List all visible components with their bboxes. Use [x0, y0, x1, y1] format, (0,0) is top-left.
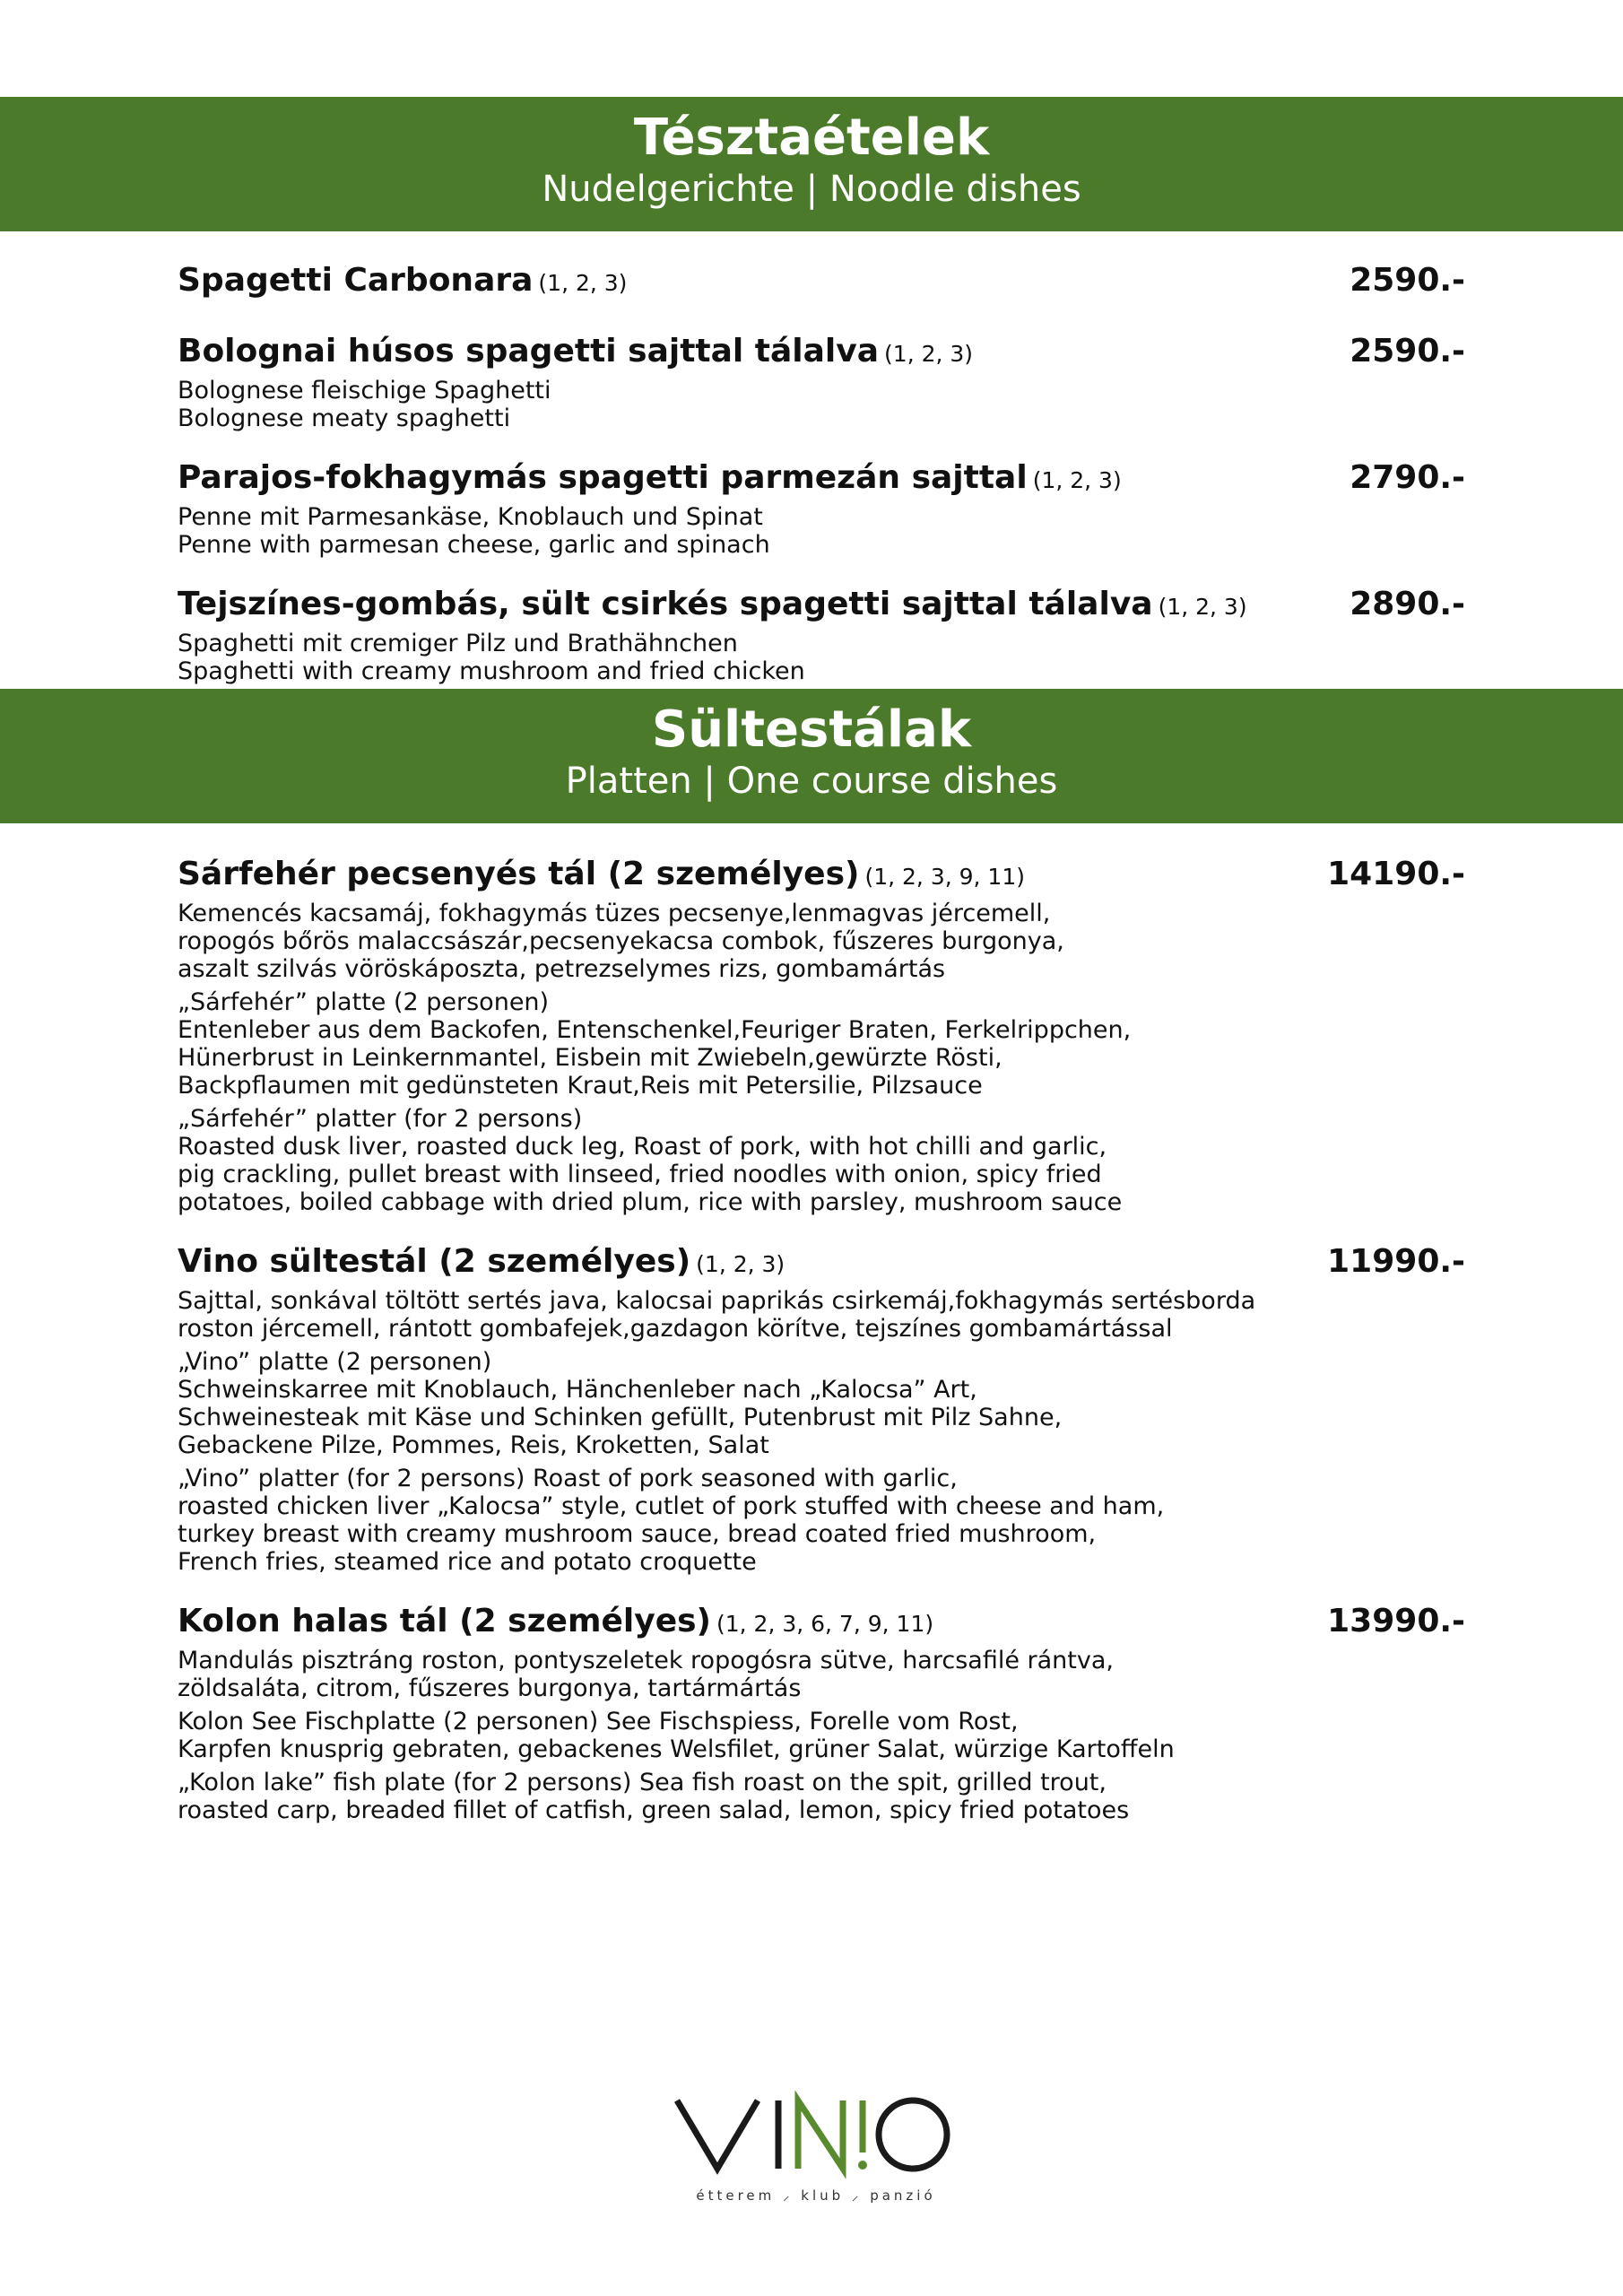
menu-item-title	[178, 1599, 933, 1647]
dish-description: „Kolon lake” fish plate (for 2 persons) Sea fish roast on the spit, grilled trout, roasted carp, breaded fillet of catfish, green salad, lemon, spicy fried potatoes	[178, 1769, 1130, 1824]
dish-name: Sárfehér pecsenyés tál (2 személyes)	[178, 856, 860, 892]
dish-name: Spagetti Carbonara	[178, 262, 534, 299]
menu-item-header	[178, 329, 1465, 377]
dish-description: Kemencés kacsamáj, fokhagymás tüzes pecsenye,lenmagvas jércemell, ropogós bőrös malaccsászár,pecsenyekacsa combok, fűszeres burgonya, aszalt szilvás vöröskáposzta, petrezselymes rizs, gombamártás	[178, 900, 1064, 983]
menu-item	[178, 329, 1465, 432]
dish-price: 2790.-	[1350, 459, 1465, 496]
menu-item-header	[178, 258, 1465, 306]
menu-item	[178, 456, 1465, 559]
dish-name: Bolognai húsos spagetti sajttal tálalva	[178, 333, 880, 370]
allergen-codes: (1, 2, 3)	[696, 1251, 785, 1277]
logo-tagline: étterem ⸝ klub ⸝ panzió	[696, 2187, 936, 2204]
dish-description: Kolon See Fischplatte (2 personen) See Fischspiess, Forelle vom Rost, Karpfen knusprig gebraten, gebackenes Welsfilet, grüner Salat, würzige Kartoffeln	[178, 1708, 1175, 1763]
menu-item	[178, 582, 1465, 685]
menu-item	[178, 258, 1465, 306]
dish-description: „Sárfehér” platter (for 2 persons) Roasted dusk liver, roasted duck leg, Roast of pork, with hot chilli and garlic, pig crackling, pullet breast with linseed, fried noodles with onion, spicy fried potatoes, boiled cabbage with dried plum, rice with parsley, mushroom sauce	[178, 1105, 1123, 1216]
menu-item-title	[178, 456, 1122, 503]
section-header-noodles	[0, 97, 1623, 231]
allergen-codes: (1, 2, 3)	[1032, 467, 1122, 493]
menu-item-header	[178, 1239, 1465, 1287]
menu-item-title	[178, 329, 973, 377]
dish-price: 2590.-	[1350, 262, 1465, 299]
dish-price: 11990.-	[1327, 1243, 1465, 1280]
dish-description: „Vino” platte (2 personen) Schweinskarree mit Knoblauch, Hänchenleber nach „Kalocsa” Art, Schweinesteak mit Käse und Schinken gefüllt, Putenbrust mit Pilz Sahne, Gebackene Pilze, Pommes, Reis, Kroketten, Salat	[178, 1348, 1063, 1459]
menu-item-header	[178, 456, 1465, 503]
dish-price: 2890.-	[1350, 586, 1465, 622]
allergen-codes: (1, 2, 3)	[884, 341, 974, 367]
menu-section-noodles	[178, 258, 1465, 709]
menu-section-platters	[178, 852, 1465, 1848]
dish-name: Kolon halas tál (2 személyes)	[178, 1603, 711, 1639]
menu-item-title	[178, 258, 627, 306]
menu-item	[178, 852, 1465, 1216]
dish-description: Spaghetti mit cremiger Pilz und Brathähnchen Spaghetti with creamy mushroom and fried chicken	[178, 630, 805, 685]
menu-item	[178, 1239, 1465, 1576]
dish-description: Sajttal, sonkával töltött sertés java, kalocsai paprikás csirkemáj,fokhagymás sertésborda roston jércemell, rántott gombafejek,gazdagon körítve, tejszínes gombamártással	[178, 1287, 1256, 1343]
dish-name: Vino sültestál (2 személyes)	[178, 1243, 691, 1280]
dish-description: „Vino” platter (for 2 persons) Roast of pork seasoned with garlic, roasted chicken liver „Kalocsa” style, cutlet of pork stuffed with cheese and ham, turkey breast with creamy mushroom sauce, bread coated fried mushroom, French fries, steamed rice and potato croquette	[178, 1465, 1165, 1576]
dish-name: Parajos-fokhagymás spagetti parmezán sajttal	[178, 459, 1028, 496]
dish-description: Mandulás pisztráng roston, pontyszeletek ropogósra sütve, harcsafilé rántva, zöldsaláta, citrom, fűszeres burgonya, tartármártás	[178, 1647, 1114, 1702]
section-title: Tésztaételek	[633, 109, 990, 167]
dish-description: Penne mit Parmesankäse, Knoblauch und Spinat Penne with parmesan cheese, garlic and spinach	[178, 503, 770, 559]
dish-price: 2590.-	[1350, 333, 1465, 370]
section-header-platters	[0, 689, 1623, 823]
menu-item-header	[178, 852, 1465, 900]
allergen-codes: (1, 2, 3)	[1158, 594, 1247, 620]
dish-description: Bolognese fleischige Spaghetti Bolognese meaty spaghetti	[178, 377, 551, 432]
menu-item-header	[178, 582, 1465, 630]
dish-price: 13990.-	[1327, 1603, 1465, 1639]
allergen-codes: (1, 2, 3, 6, 7, 9, 11)	[716, 1611, 934, 1637]
allergen-codes: (1, 2, 3)	[538, 270, 628, 296]
menu-item-title	[178, 582, 1247, 630]
menu-item	[178, 1599, 1465, 1824]
section-subtitle: Platten | One course dishes	[565, 761, 1058, 802]
dish-description: „Sárfehér” platte (2 personen) Entenleber aus dem Backofen, Entenschenkel,Feuriger Braten, Ferkelrippchen, Hünerbrust in Leinkernmantel, Eisbein mit Zwiebeln,gewürzte Rösti, Backpflaumen mit gedünsteten Kraut,Reis mit Petersilie, Pilzsauce	[178, 988, 1132, 1100]
section-subtitle: Nudelgerichte | Noodle dishes	[542, 169, 1081, 210]
section-title: Sültestálak	[651, 700, 972, 759]
menu-item-title	[178, 1239, 785, 1287]
allergen-codes: (1, 2, 3, 9, 11)	[864, 864, 1025, 890]
dish-name: Tejszínes-gombás, sült csirkés spagetti sajttal tálalva	[178, 586, 1153, 622]
menu-item-header	[178, 1599, 1465, 1647]
dish-price: 14190.-	[1327, 856, 1465, 892]
menu-item-title	[178, 852, 1025, 900]
